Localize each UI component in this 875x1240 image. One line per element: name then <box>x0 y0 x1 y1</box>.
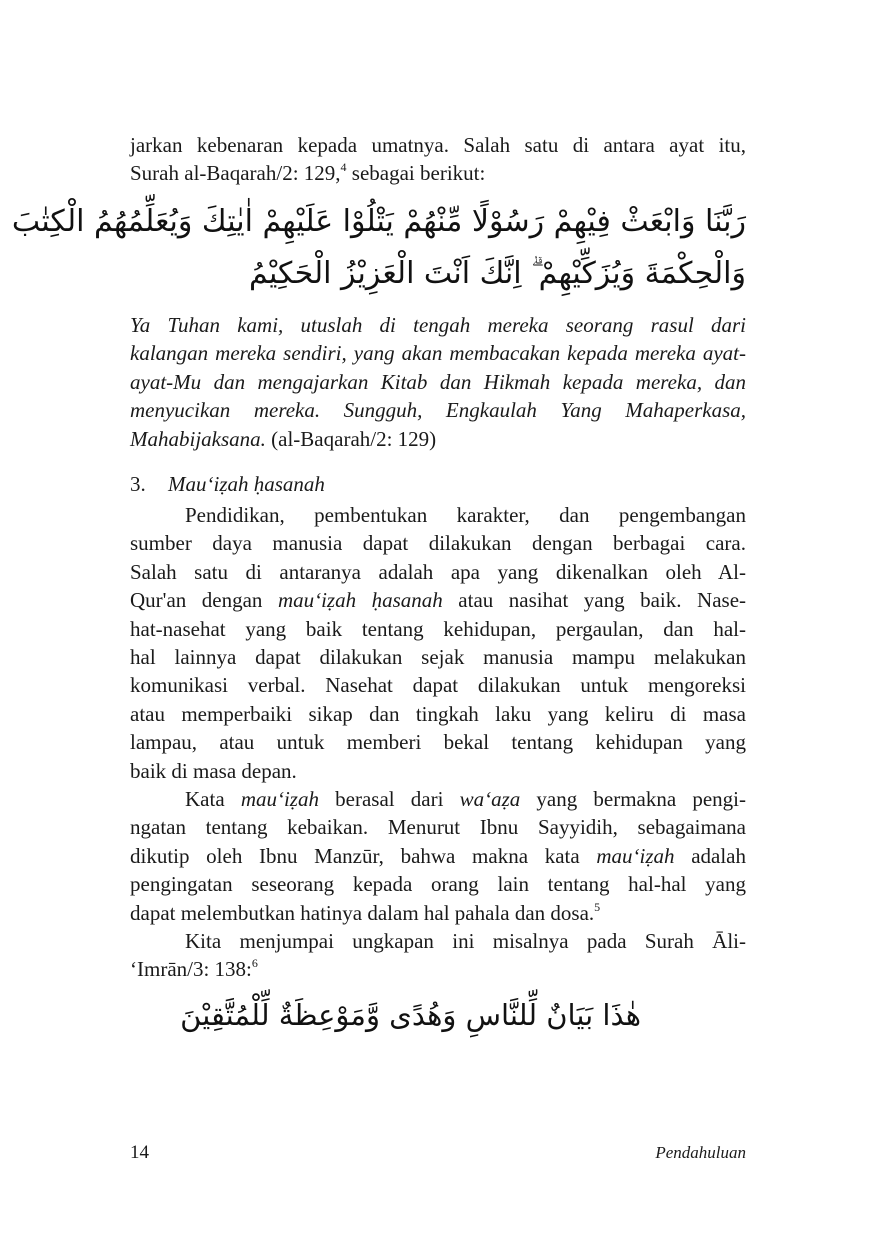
paragraph-line: Pendidikan, pembentukan karakter, dan pengembangan <box>185 503 746 527</box>
italic-term: wa‘aẓa <box>459 787 521 811</box>
italic-term: mau‘iẓah ḥasanah <box>277 588 443 613</box>
translation-line: kalangan mereka sendiri, yang akan membacakan kepada mereka ayat- <box>130 341 746 366</box>
intro-paragraph <box>130 131 746 188</box>
translation-line <box>130 425 746 453</box>
section-title: Mau‘iẓah ḥasanah <box>168 472 325 496</box>
arabic-verse-line: وَالْحِكْمَةَ وَيُزَكِّيْهِمْ ۗ اِنَّكَ اَنْتَ الْعَزِيْزُ الْحَكِيْمُ <box>249 256 746 291</box>
arabic-verse-line: هٰذَا بَيَانٌ لِّلنَّاسِ وَهُدًى وَّمَوْعِظَةٌ لِّلْمُتَّقِيْنَ <box>180 998 641 1032</box>
translation-text: Mahabijaksana. <box>130 426 266 451</box>
paragraph-line: lampau, atau untuk memberi bekal tentang kehidupan yang <box>130 730 746 755</box>
body-paragraph <box>130 785 746 927</box>
body-paragraph <box>130 501 746 785</box>
paragraph-line <box>130 955 746 983</box>
paragraph-text: dapat melembutkan hatinya dalam hal pahala dan dosa. <box>130 900 595 925</box>
italic-term: mau‘iẓah <box>240 787 319 811</box>
paragraph-line: Kita menjumpai ungkapan ini misalnya pada Surah Āli- <box>185 929 746 953</box>
translation-line: ayat-Mu dan mengajarkan Kitab dan Hikmah kepada mereka, dan <box>130 369 746 394</box>
footnote-marker: 6 <box>251 956 258 971</box>
paragraph-line <box>130 842 746 870</box>
paragraph-line: komunikasi verbal. Nasehat dapat dilakukan untuk mengoreksi <box>130 673 746 698</box>
paragraph-text: Kata <box>185 787 241 811</box>
footnote-marker: 5 <box>594 899 601 914</box>
paragraph-line: atau memperbaiki sikap dan tingkah laku yang keliru di masa <box>130 701 746 726</box>
paragraph-line <box>130 586 746 614</box>
translation-line: menyucikan mereka. Sungguh, Engkaulah Yang Mahaperkasa, <box>130 398 746 423</box>
section-heading <box>130 470 325 498</box>
section-number: 3. <box>130 472 146 496</box>
page-number: 14 <box>130 1142 149 1163</box>
paragraph-line <box>130 785 746 813</box>
italic-term: mau‘iẓah <box>596 843 675 868</box>
paragraph-line: Salah satu di antaranya adalah apa yang dikenalkan oleh Al- <box>130 559 746 584</box>
paragraph-line <box>130 899 746 927</box>
intro-line <box>130 159 746 187</box>
paragraph-text: dikutip oleh Ibnu Manzūr, bahwa makna kata <box>130 843 597 868</box>
paragraph-text: ‘Imrān/3: 138: <box>130 957 252 982</box>
paragraph-text: adalah <box>674 843 747 868</box>
paragraph-text: yang bermakna pengi- <box>520 787 746 811</box>
footnote-marker: 4 <box>340 160 347 175</box>
paragraph-text: berasal dari <box>318 787 460 811</box>
paragraph-text: atau nasihat yang baik. Nase- <box>442 588 747 613</box>
paragraph-line: sumber daya manusia dapat dilakukan dengan berbagai cara. <box>130 531 746 556</box>
running-title: Pendahuluan <box>655 1143 746 1162</box>
paragraph-line: pengingatan seseorang kepada orang lain tentang hal-hal yang <box>130 872 746 897</box>
translation-line: Ya Tuhan kami, utuslah di tengah mereka seorang rasul dari <box>130 313 746 337</box>
body-paragraph <box>130 927 746 984</box>
verse-translation <box>130 311 746 453</box>
paragraph-line: baik di masa depan. <box>130 758 297 783</box>
arabic-verse-line: رَبَّنَا وَابْعَثْ فِيْهِمْ رَسُوْلًا مِّنْهُمْ يَتْلُوْا عَلَيْهِمْ اٰيٰتِكَ وَيُعَلِّمُهُمُ الْكِتٰبَ <box>11 204 746 239</box>
paragraph-line: hat-nasehat yang baik tentang kehidupan, pergaulan, dan hal- <box>130 616 746 641</box>
paragraph-line: hal lainnya dapat dilakukan sejak manusia mampu melakukan <box>130 645 746 670</box>
intro-text: sebagai berikut: <box>346 161 486 186</box>
intro-line: jarkan kebenaran kepada umatnya. Salah satu di antara ayat itu, <box>130 133 746 157</box>
paragraph-text: Qur'an dengan <box>130 588 278 613</box>
paragraph-line: ngatan tentang kebaikan. Menurut Ibnu Sayyidih, sebagaimana <box>130 815 746 840</box>
verse-reference: (al-Baqarah/2: 129) <box>265 426 437 451</box>
intro-text: Surah al-Baqarah/2: 129, <box>130 161 341 186</box>
